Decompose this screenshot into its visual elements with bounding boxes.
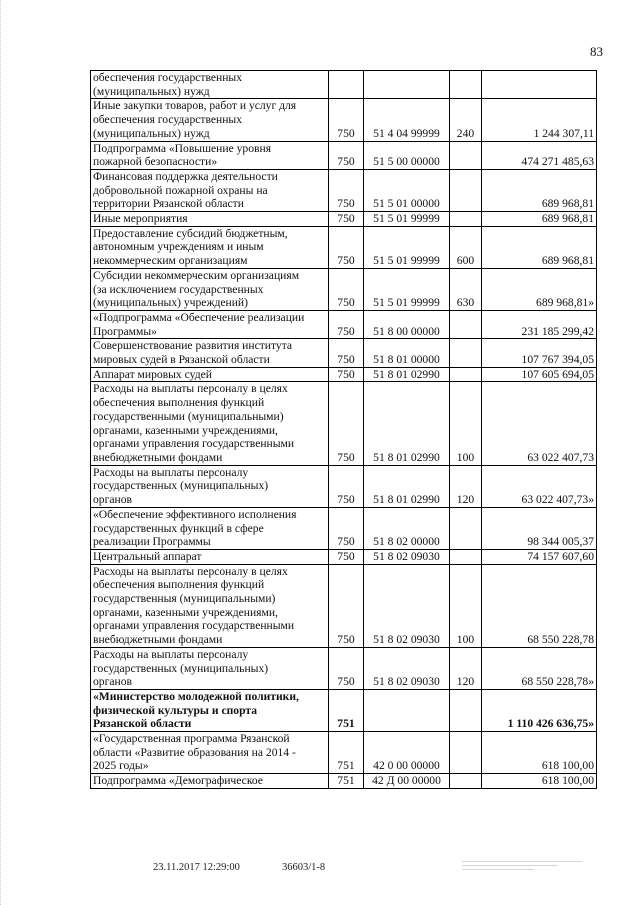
cell-amount xyxy=(482,71,597,99)
cell-name-line: 2025 годы» xyxy=(93,759,149,773)
footer-doc-code: 36603/1-8 xyxy=(282,862,326,873)
table-row xyxy=(91,310,597,338)
cell-name xyxy=(91,268,329,310)
cell-name-line: государственных функций в сфере xyxy=(93,521,264,535)
scan-margin-edge xyxy=(0,0,5,905)
cell-name-line: органами управления государственными xyxy=(93,619,295,633)
table-row xyxy=(91,549,597,564)
cell-name-line: физической культуры и спорта xyxy=(93,703,257,717)
cell-name-line: Подпрограмма «Повышение уровня xyxy=(93,141,272,155)
cell-name-line: обеспечения выполнения функций xyxy=(93,578,265,592)
cell-name-line: органами, казенными учреждениями, xyxy=(93,423,278,437)
cell-expense-type xyxy=(450,71,482,99)
cell-name xyxy=(91,367,329,382)
cell-name-line: Программы» xyxy=(93,324,157,338)
cell-target-code: 51 8 00 00000 xyxy=(364,310,450,338)
cell-name-line: внебюджетными фондами xyxy=(93,633,223,647)
cell-name xyxy=(91,339,329,367)
cell-name xyxy=(91,226,329,268)
cell-expense-type xyxy=(450,549,482,564)
cell-target-code: 51 8 02 09030 xyxy=(364,549,450,564)
cell-expense-type: 100 xyxy=(450,382,482,465)
cell-name-line: Расходы на выплаты персоналу xyxy=(93,465,249,479)
cell-name-line: (муниципальных) нужд xyxy=(93,84,210,98)
cell-name-line: обеспечения государственных xyxy=(93,113,243,127)
cell-name-line: Расходы на выплаты персоналу в целях xyxy=(93,382,288,396)
cell-expense-type xyxy=(450,367,482,382)
cell-name xyxy=(91,141,329,169)
cell-admin-code: 750 xyxy=(329,465,364,507)
cell-name-line: Расходы на выплаты персоналу xyxy=(93,647,249,661)
cell-target-code xyxy=(364,71,450,99)
cell-admin-code: 750 xyxy=(329,212,364,227)
table-row xyxy=(91,141,597,169)
cell-name-line: органов xyxy=(93,675,132,689)
cell-name-line: обеспечения выполнения функций xyxy=(93,396,265,410)
table-row xyxy=(91,212,597,227)
cell-name xyxy=(91,382,329,465)
cell-admin-code: 750 xyxy=(329,367,364,382)
cell-target-code: 51 4 04 99999 xyxy=(364,99,450,141)
cell-name xyxy=(91,732,329,774)
cell-name-line: «Подпрограмма «Обеспечение реализации xyxy=(93,310,305,324)
cell-target-code: 51 8 01 02990 xyxy=(364,382,450,465)
cell-amount: 98 344 005,37 xyxy=(482,507,597,549)
cell-name xyxy=(91,310,329,338)
cell-name xyxy=(91,71,329,99)
cell-name-line: реализации Программы xyxy=(93,535,211,549)
table-row xyxy=(91,99,597,141)
cell-name-line: некоммерческим организациям xyxy=(93,254,248,268)
cell-target-code: 51 8 02 09030 xyxy=(364,564,450,647)
cell-name-line: государственными (муниципальными) xyxy=(93,409,284,423)
cell-amount: 63 022 407,73» xyxy=(482,465,597,507)
table-row xyxy=(91,774,597,789)
cell-expense-type xyxy=(450,732,482,774)
cell-target-code: 51 8 01 02990 xyxy=(364,465,450,507)
cell-admin-code: 750 xyxy=(329,226,364,268)
cell-amount: 74 157 607,60 xyxy=(482,549,597,564)
cell-amount: 618 100,00 xyxy=(482,774,597,789)
table-row xyxy=(91,507,597,549)
cell-target-code: 51 8 01 00000 xyxy=(364,339,450,367)
cell-name-line: (муниципальных) учреждений) xyxy=(93,296,248,310)
table-row xyxy=(91,689,597,731)
cell-admin-code: 750 xyxy=(329,564,364,647)
cell-name-line: Аппарат мировых судей xyxy=(93,367,212,381)
cell-target-code: 51 8 02 00000 xyxy=(364,507,450,549)
footer-datetime: 23.11.2017 12:29:00 xyxy=(153,862,240,873)
cell-name-line: государственных (муниципальных) xyxy=(93,479,269,493)
table-row xyxy=(91,564,597,647)
cell-name xyxy=(91,549,329,564)
cell-name-line: (муниципальных) нужд xyxy=(93,126,210,140)
cell-expense-type: 120 xyxy=(450,647,482,689)
cell-target-code: 51 5 01 99999 xyxy=(364,212,450,227)
cell-admin-code: 750 xyxy=(329,507,364,549)
cell-admin-code: 750 xyxy=(329,99,364,141)
cell-name xyxy=(91,169,329,211)
cell-amount: 68 550 228,78 xyxy=(482,564,597,647)
table-row xyxy=(91,367,597,382)
cell-name-line: Центральный аппарат xyxy=(93,549,202,563)
page-number: 83 xyxy=(590,44,603,59)
cell-name-line: обеспечения государственных xyxy=(93,71,243,84)
cell-name-line: Подпрограмма «Демографическое xyxy=(93,774,263,788)
cell-name-line: добровольной пожарной охраны на xyxy=(93,183,268,197)
cell-amount: 231 185 299,42 xyxy=(482,310,597,338)
cell-expense-type xyxy=(450,689,482,731)
table-row xyxy=(91,339,597,367)
cell-name-line: Предоставление субсидий бюджетным, xyxy=(93,226,288,240)
cell-amount: 68 550 228,78» xyxy=(482,647,597,689)
cell-name xyxy=(91,507,329,549)
cell-name-line: Иные закупки товаров, работ и услуг для xyxy=(93,99,297,113)
cell-expense-type: 100 xyxy=(450,564,482,647)
cell-expense-type xyxy=(450,310,482,338)
cell-target-code: 51 5 00 00000 xyxy=(364,141,450,169)
cell-name-line: внебюджетными фондами xyxy=(93,450,223,464)
cell-name xyxy=(91,647,329,689)
cell-target-code: 51 5 01 99999 xyxy=(364,268,450,310)
cell-expense-type xyxy=(450,339,482,367)
cell-target-code: 51 8 01 02990 xyxy=(364,367,450,382)
cell-expense-type xyxy=(450,212,482,227)
cell-admin-code: 751 xyxy=(329,732,364,774)
cell-target-code: 51 5 01 00000 xyxy=(364,169,450,211)
cell-name-line: органами, казенными учреждениями, xyxy=(93,605,278,619)
cell-amount: 107 767 394,05 xyxy=(482,339,597,367)
cell-amount: 618 100,00 xyxy=(482,732,597,774)
cell-admin-code: 750 xyxy=(329,339,364,367)
cell-admin-code: 751 xyxy=(329,689,364,731)
cell-target-code: 51 8 02 09030 xyxy=(364,647,450,689)
cell-name-line: «Министерство молодежной политики, xyxy=(93,689,299,703)
budget-table xyxy=(90,70,597,789)
cell-target-code: 42 Д 00 00000 xyxy=(364,774,450,789)
table-row xyxy=(91,465,597,507)
cell-name-line: государственных (муниципальных) xyxy=(93,661,269,675)
cell-admin-code: 750 xyxy=(329,310,364,338)
table-row xyxy=(91,169,597,211)
cell-amount: 474 271 485,63 xyxy=(482,141,597,169)
cell-name-line: Субсидии некоммерческим организациям xyxy=(93,268,300,282)
cell-amount: 689 968,81 xyxy=(482,226,597,268)
cell-name-line: органов xyxy=(93,493,132,507)
cell-admin-code: 750 xyxy=(329,382,364,465)
table-row xyxy=(91,71,597,99)
cell-name xyxy=(91,212,329,227)
cell-target-code: 51 5 01 99999 xyxy=(364,226,450,268)
cell-expense-type: 240 xyxy=(450,99,482,141)
cell-expense-type xyxy=(450,169,482,211)
cell-amount: 689 968,81» xyxy=(482,268,597,310)
cell-expense-type xyxy=(450,141,482,169)
cell-admin-code: 751 xyxy=(329,774,364,789)
table-row xyxy=(91,732,597,774)
cell-name-line: пожарной безопасности» xyxy=(93,155,218,169)
cell-name-line: государственныя (муниципальными) xyxy=(93,592,276,606)
cell-admin-code: 750 xyxy=(329,268,364,310)
cell-name-line: «Обеспечение эффективного исполнения xyxy=(93,507,297,521)
cell-amount: 1 244 307,11 xyxy=(482,99,597,141)
cell-admin-code: 750 xyxy=(329,169,364,211)
cell-admin-code: 750 xyxy=(329,647,364,689)
cell-expense-type xyxy=(450,507,482,549)
cell-target-code xyxy=(364,689,450,731)
cell-admin-code xyxy=(329,71,364,99)
cell-amount: 107 605 694,05 xyxy=(482,367,597,382)
cell-name xyxy=(91,465,329,507)
cell-expense-type xyxy=(450,774,482,789)
table-row xyxy=(91,268,597,310)
cell-name xyxy=(91,774,329,789)
cell-name-line: Рязанской области xyxy=(93,717,192,731)
cell-expense-type: 120 xyxy=(450,465,482,507)
cell-name xyxy=(91,564,329,647)
cell-amount: 689 968,81 xyxy=(482,169,597,211)
cell-name xyxy=(91,689,329,731)
cell-amount: 1 110 426 636,75» xyxy=(482,689,597,731)
cell-amount: 63 022 407,73 xyxy=(482,382,597,465)
cell-name-line: автономным учреждениям и иным xyxy=(93,240,264,254)
table-row xyxy=(91,382,597,465)
cell-name-line: области «Развитие образования на 2014 - xyxy=(93,745,296,759)
scan-stamp-mark xyxy=(462,858,582,876)
cell-name-line: органами управления государственными xyxy=(93,437,295,451)
cell-expense-type: 600 xyxy=(450,226,482,268)
cell-admin-code: 750 xyxy=(329,549,364,564)
budget-table-body xyxy=(91,71,597,789)
cell-name-line: Совершенствование развития института xyxy=(93,339,293,353)
cell-name-line: (за исключением государственных xyxy=(93,282,264,296)
cell-amount: 689 968,81 xyxy=(482,212,597,227)
cell-expense-type: 630 xyxy=(450,268,482,310)
cell-name-line: Финансовая поддержка деятельности xyxy=(93,169,278,183)
cell-admin-code: 750 xyxy=(329,141,364,169)
cell-name-line: «Государственная программа Рязанской xyxy=(93,732,290,746)
cell-target-code: 42 0 00 00000 xyxy=(364,732,450,774)
table-row xyxy=(91,647,597,689)
cell-name-line: мировых судей в Рязанской области xyxy=(93,353,270,367)
cell-name-line: территории Рязанской области xyxy=(93,197,244,211)
cell-name xyxy=(91,99,329,141)
cell-name-line: Иные мероприятия xyxy=(93,212,188,226)
cell-name-line: Расходы на выплаты персоналу в целях xyxy=(93,564,288,578)
table-row xyxy=(91,226,597,268)
